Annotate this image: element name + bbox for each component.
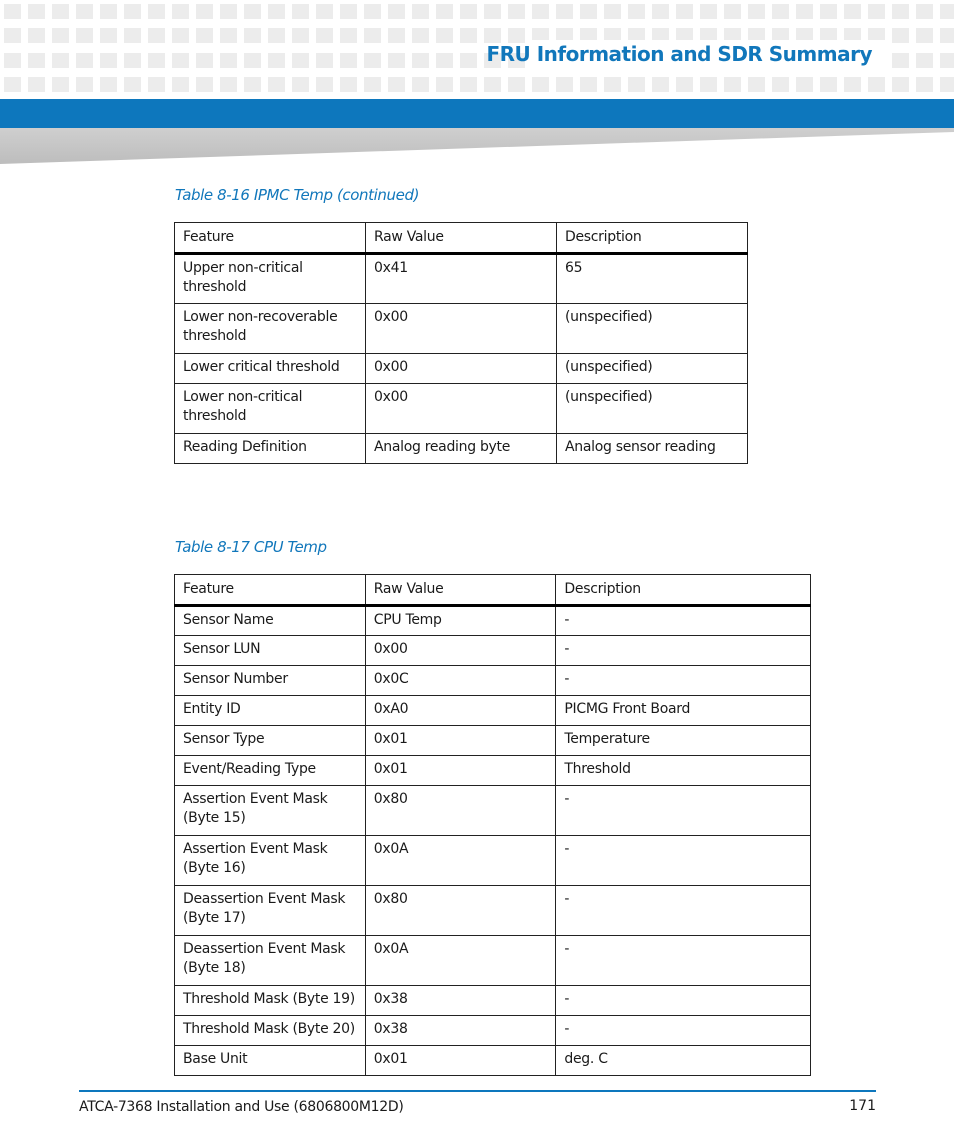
table-cell: Lower non-critical threshold	[175, 384, 366, 434]
table-cell: 0x0C	[365, 666, 556, 696]
table-row	[175, 666, 811, 696]
table-cell: Sensor Type	[175, 726, 366, 756]
table-cell: Sensor LUN	[175, 636, 366, 666]
table-cell: Sensor Name	[175, 606, 366, 636]
table-row	[175, 384, 748, 434]
table-row	[175, 354, 748, 384]
page-number: 171	[849, 1098, 876, 1114]
ipmc-temp-table	[174, 222, 748, 464]
table-cell: 0x01	[365, 726, 556, 756]
table-cell: Threshold	[556, 756, 811, 786]
table-header-row	[175, 575, 811, 606]
column-header: Description	[556, 575, 811, 606]
table-cell: -	[556, 886, 811, 936]
table-cell: 0xA0	[365, 696, 556, 726]
table-cell: Temperature	[556, 726, 811, 756]
table-cell: PICMG Front Board	[556, 696, 811, 726]
table-row	[175, 726, 811, 756]
table-cell: 0x00	[366, 384, 557, 434]
table-cell: 0x01	[365, 1046, 556, 1076]
table-cell: Assertion Event Mask (Byte 15)	[175, 786, 366, 836]
table-cell: deg. C	[556, 1046, 811, 1076]
table-row	[175, 1016, 811, 1046]
table-cell: 0x0A	[365, 836, 556, 886]
table-cell: (unspecified)	[557, 384, 748, 434]
column-header: Raw Value	[365, 575, 556, 606]
table-cell: (unspecified)	[557, 304, 748, 354]
table-cell: (unspecified)	[557, 354, 748, 384]
table-row	[175, 936, 811, 986]
table-cell: -	[556, 666, 811, 696]
header-grey-wedge	[0, 128, 954, 164]
table-row	[175, 606, 811, 636]
table-cell: Base Unit	[175, 1046, 366, 1076]
table-cell: Assertion Event Mask (Byte 16)	[175, 836, 366, 886]
table-header-row	[175, 223, 748, 254]
table-cell: -	[556, 836, 811, 886]
table-cell: Deassertion Event Mask (Byte 17)	[175, 886, 366, 936]
table-cell: 0x0A	[365, 936, 556, 986]
table-row	[175, 304, 748, 354]
table-cell: 0x00	[366, 354, 557, 384]
table-cell: 0x41	[366, 254, 557, 304]
table-cell: -	[556, 936, 811, 986]
table-cell: 0x01	[365, 756, 556, 786]
column-header: Feature	[175, 575, 366, 606]
column-header: Raw Value	[366, 223, 557, 254]
table-cell: Analog reading byte	[366, 434, 557, 464]
column-header: Feature	[175, 223, 366, 254]
table-cell: 0x00	[365, 636, 556, 666]
table-caption: Table 8-17 CPU Temp	[175, 538, 327, 556]
table-cell: Lower non-recoverable threshold	[175, 304, 366, 354]
table-cell: Entity ID	[175, 696, 366, 726]
footer-divider	[79, 1090, 876, 1092]
table-cell: CPU Temp	[365, 606, 556, 636]
table-cell: Deassertion Event Mask (Byte 18)	[175, 936, 366, 986]
table-cell: 0x80	[365, 886, 556, 936]
table-cell: -	[556, 636, 811, 666]
table-cell: -	[556, 786, 811, 836]
table-cell: -	[556, 606, 811, 636]
table-cell: 0x80	[365, 786, 556, 836]
page-title: FRU Information and SDR Summary	[486, 42, 872, 66]
footer-document-title: ATCA-7368 Installation and Use (6806800M12D)	[79, 1099, 404, 1115]
table-cell: Analog sensor reading	[557, 434, 748, 464]
cpu-temp-table	[174, 574, 811, 1076]
table-row	[175, 756, 811, 786]
table-cell: Sensor Number	[175, 666, 366, 696]
table-cell: Upper non-critical threshold	[175, 254, 366, 304]
table-row	[175, 886, 811, 936]
table-row	[175, 786, 811, 836]
table-cell: 0x00	[366, 304, 557, 354]
table-row	[175, 636, 811, 666]
table-row	[175, 434, 748, 464]
table-cell: Threshold Mask (Byte 20)	[175, 1016, 366, 1046]
table-cell: Reading Definition	[175, 434, 366, 464]
table-row	[175, 986, 811, 1016]
table-cell: -	[556, 986, 811, 1016]
column-header: Description	[557, 223, 748, 254]
table-cell: -	[556, 1016, 811, 1046]
table-cell: Threshold Mask (Byte 19)	[175, 986, 366, 1016]
table-cell: 65	[557, 254, 748, 304]
table-cell: 0x38	[365, 1016, 556, 1046]
table-caption: Table 8-16 IPMC Temp (continued)	[175, 186, 420, 204]
table-row	[175, 1046, 811, 1076]
table-cell: 0x38	[365, 986, 556, 1016]
table-cell: Event/Reading Type	[175, 756, 366, 786]
table-row	[175, 696, 811, 726]
header-blue-bar	[0, 99, 954, 128]
table-row	[175, 254, 748, 304]
table-row	[175, 836, 811, 886]
table-cell: Lower critical threshold	[175, 354, 366, 384]
